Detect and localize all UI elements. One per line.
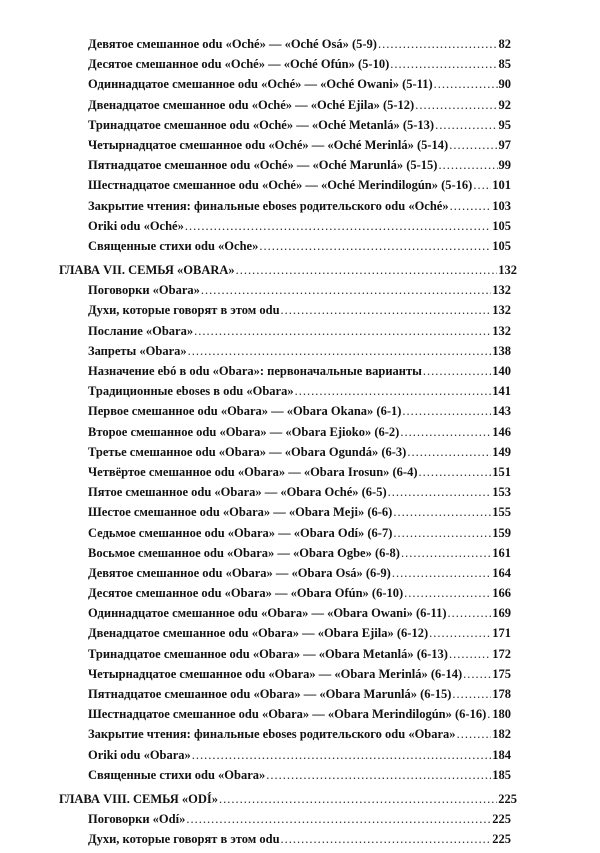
toc-entry-title: Oriki odu «Oché» bbox=[88, 218, 184, 233]
toc-entry-page-number: 159 bbox=[492, 525, 511, 540]
dot-leader bbox=[452, 687, 491, 702]
toc-entry-title: Традиционные eboses в odu «Obara» bbox=[88, 384, 294, 399]
dot-leader bbox=[449, 647, 491, 662]
toc-entry-title: Назначение ebó в odu «Obara»: первоначальные варианты bbox=[88, 364, 422, 378]
toc-entry-page-number: 90 bbox=[498, 77, 511, 92]
toc-entry bbox=[0, 586, 600, 606]
toc-entry-title: Одиннадцатое смешанное odu «Obara» — «Obara Owani» (6-11) bbox=[88, 606, 447, 621]
dot-leader bbox=[448, 606, 492, 621]
toc-entry-title: Закрытие чтения: финальные eboses родительского odu «Oché» bbox=[88, 198, 449, 213]
dot-leader bbox=[393, 526, 491, 541]
toc-entry-page-number: 161 bbox=[492, 545, 511, 560]
toc-entry-page-number: 169 bbox=[492, 606, 511, 621]
toc-entry-page-number: 101 bbox=[492, 178, 511, 193]
toc-entry-title: Девятое смешанное odu «Oché» — «Oché Osá» (5-9) bbox=[88, 37, 377, 51]
toc-entry-title: Четырнадцатое смешанное odu «Oché» — «Oché Merinlá» (5-14) bbox=[88, 137, 449, 152]
toc-entry-title: Шестое смешанное odu «Obara» — «Obara Meji» (6-6) bbox=[88, 505, 393, 520]
toc-entry bbox=[0, 505, 600, 525]
dot-leader bbox=[401, 546, 491, 561]
toc-entry-page-number: 132 bbox=[492, 323, 511, 338]
toc-entry-title: Поговорки «Odí» bbox=[88, 812, 186, 827]
toc-entry bbox=[0, 303, 600, 323]
toc-entry-title: Десятое смешанное odu «Oché» — «Oché Ofún» (5-10) bbox=[88, 57, 390, 72]
dot-leader bbox=[487, 707, 491, 722]
toc-entry-title: Восьмое смешанное odu «Obara» — «Obara Ogbe» (6-8) bbox=[88, 545, 400, 560]
toc-entry bbox=[0, 118, 600, 138]
toc-entry bbox=[0, 566, 600, 586]
toc-entry bbox=[0, 445, 600, 465]
toc-entry bbox=[0, 647, 600, 667]
toc-entry-page-number: 138 bbox=[492, 343, 511, 358]
toc-entry-page-number: 140 bbox=[492, 364, 511, 378]
toc-entry bbox=[0, 707, 600, 727]
dot-leader bbox=[435, 118, 497, 133]
toc-entry bbox=[0, 546, 600, 566]
dot-leader bbox=[186, 812, 491, 827]
toc-entry bbox=[0, 526, 600, 546]
toc-entry-title: Тринадцатое смешанное odu «Obara» — «Obara Metanlá» (6-13) bbox=[88, 646, 448, 661]
toc-entry-page-number: 171 bbox=[492, 626, 511, 641]
toc-entry-title: Третье смешанное odu «Obara» — «Obara Ogundá» (6-3) bbox=[88, 444, 407, 459]
toc-entry-title: Четвёртое смешанное odu «Obara» — «Obara Irosun» (6-4) bbox=[88, 464, 418, 479]
toc-entry-title: Одиннадцатое смешанное odu «Oché» — «Oché Owani» (5-11) bbox=[88, 77, 433, 92]
toc-chapter-entry bbox=[0, 263, 600, 283]
dot-leader bbox=[295, 384, 492, 399]
toc-entry-title: Oriki odu «Obara» bbox=[88, 747, 191, 762]
toc-entry-title: Двенадцатое смешанное odu «Obara» — «Obara Ejila» (6-12) bbox=[88, 626, 429, 641]
toc-entry-page-number: 143 bbox=[492, 404, 511, 419]
toc-entry bbox=[0, 239, 600, 259]
toc-entry bbox=[0, 667, 600, 687]
toc-entry bbox=[0, 832, 600, 852]
toc-entry-page-number: 97 bbox=[498, 137, 511, 152]
toc-entry-page-number: 185 bbox=[492, 767, 511, 782]
toc-entry-page-number: 85 bbox=[498, 57, 511, 72]
dot-leader bbox=[407, 445, 491, 460]
toc-entry-title: Десятое смешанное odu «Obara» — «Obara Ofún» (6-10) bbox=[88, 586, 404, 601]
dot-leader bbox=[429, 626, 491, 641]
toc-entry-title: Запреты «Obara» bbox=[88, 343, 187, 358]
dot-leader bbox=[281, 303, 492, 318]
toc-entry-page-number: 132 bbox=[492, 283, 511, 298]
table-of-contents bbox=[0, 37, 600, 853]
toc-entry-page-number: 175 bbox=[492, 666, 511, 681]
toc-entry-page-number: 141 bbox=[492, 384, 511, 399]
toc-entry-page-number: 105 bbox=[492, 218, 511, 233]
toc-chapter-entry bbox=[0, 792, 600, 812]
dot-leader bbox=[419, 465, 492, 480]
toc-entry-page-number: 153 bbox=[492, 485, 511, 500]
toc-entry-title: Четырнадцатое смешанное odu «Obara» — «Obara Merinlá» (6-14) bbox=[88, 666, 463, 681]
toc-entry-page-number: 166 bbox=[492, 586, 511, 601]
toc-entry-page-number: 172 bbox=[492, 646, 511, 661]
toc-entry-title: Пятое смешанное odu «Obara» — «Obara Oché» (6-5) bbox=[88, 485, 387, 500]
dot-leader bbox=[388, 485, 492, 500]
toc-entry bbox=[0, 727, 600, 747]
dot-leader bbox=[404, 586, 491, 601]
dot-leader bbox=[201, 283, 491, 298]
dot-leader bbox=[415, 98, 497, 113]
toc-entry bbox=[0, 77, 600, 97]
dot-leader bbox=[457, 727, 492, 742]
dot-leader bbox=[259, 239, 491, 254]
toc-entry-page-number: 149 bbox=[492, 444, 511, 459]
toc-entry bbox=[0, 606, 600, 626]
toc-entry-title: Духи, которые говорят в этом odu bbox=[88, 303, 280, 318]
toc-entry-title: Двенадцатое смешанное odu «Oché» — «Oché Ejila» (5-12) bbox=[88, 97, 415, 112]
toc-entry-page-number: 225 bbox=[492, 832, 511, 847]
toc-entry bbox=[0, 768, 600, 788]
toc-entry-page-number: 92 bbox=[498, 97, 511, 112]
toc-entry bbox=[0, 219, 600, 239]
toc-entry-title: Второе смешанное odu «Obara» — «Obara Ejioko» (6-2) bbox=[88, 424, 400, 439]
toc-entry-page-number: 103 bbox=[492, 198, 511, 213]
toc-entry bbox=[0, 626, 600, 646]
toc-entry-title: Священные стихи odu «Oche» bbox=[88, 238, 259, 253]
toc-entry-title: Шестнадцатое смешанное odu «Obara» — «Obara Merindilogún» (6-16) bbox=[88, 707, 487, 722]
toc-entry-title: Пятнадцатое смешанное odu «Oché» — «Oché Marunlá» (5-15) bbox=[88, 158, 438, 173]
toc-entry-page-number: 82 bbox=[498, 37, 511, 51]
dot-leader bbox=[185, 219, 491, 234]
toc-entry-title: Седьмое смешанное odu «Obara» — «Obara Odí» (6-7) bbox=[88, 525, 393, 540]
toc-entry-page-number: 180 bbox=[492, 707, 511, 722]
toc-entry-title: Тринадцатое смешанное odu «Oché» — «Oché Metanlá» (5-13) bbox=[88, 117, 435, 132]
toc-entry-title: Духи, которые говорят в этом odu bbox=[88, 832, 280, 847]
toc-entry bbox=[0, 425, 600, 445]
dot-leader bbox=[402, 404, 491, 419]
dot-leader bbox=[463, 667, 491, 682]
toc-entry-page-number: 164 bbox=[492, 565, 511, 580]
dot-leader bbox=[390, 57, 497, 72]
toc-entry-page-number: 105 bbox=[492, 238, 511, 253]
toc-entry bbox=[0, 178, 600, 198]
dot-leader bbox=[378, 37, 498, 52]
dot-leader bbox=[392, 566, 491, 581]
dot-leader bbox=[449, 138, 497, 153]
toc-entry-title: Поговорки «Obara» bbox=[88, 283, 200, 298]
dot-leader bbox=[188, 344, 492, 359]
dot-leader bbox=[473, 178, 491, 193]
toc-entry bbox=[0, 485, 600, 505]
toc-entry bbox=[0, 98, 600, 118]
toc-entry-title: Первое смешанное odu «Obara» — «Obara Okana» (6-1) bbox=[88, 404, 402, 419]
toc-entry-page-number: 225 bbox=[492, 812, 511, 827]
toc-entry-title: Священные стихи odu «Obara» bbox=[88, 767, 266, 782]
toc-entry bbox=[0, 57, 600, 77]
dot-leader bbox=[438, 158, 497, 173]
toc-entry bbox=[0, 138, 600, 158]
toc-entry-page-number: 95 bbox=[498, 117, 511, 132]
toc-entry-page-number: 225 bbox=[498, 791, 517, 806]
toc-entry-page-number: 132 bbox=[498, 263, 517, 278]
toc-entry bbox=[0, 364, 600, 384]
toc-entry bbox=[0, 404, 600, 424]
dot-leader bbox=[266, 768, 491, 783]
dot-leader bbox=[236, 263, 498, 278]
toc-entry-page-number: 155 bbox=[492, 505, 511, 520]
toc-entry bbox=[0, 37, 600, 57]
dot-leader bbox=[393, 505, 491, 520]
dot-leader bbox=[400, 425, 491, 440]
dot-leader bbox=[281, 832, 492, 847]
toc-entry-title: Послание «Obara» bbox=[88, 323, 194, 338]
toc-entry bbox=[0, 465, 600, 485]
toc-entry-title: ГЛАВА VIII. СЕМЬЯ «ODÍ» bbox=[59, 791, 219, 806]
toc-entry bbox=[0, 687, 600, 707]
toc-entry-title: Девятое смешанное odu «Obara» — «Obara Osá» (6-9) bbox=[88, 565, 391, 580]
toc-entry bbox=[0, 748, 600, 768]
toc-entry bbox=[0, 812, 600, 832]
toc-entry bbox=[0, 283, 600, 303]
dot-leader bbox=[434, 77, 498, 92]
toc-entry-title: Закрытие чтения: финальные eboses родительского odu «Obara» bbox=[88, 727, 456, 742]
toc-entry-title: ГЛАВА VII. СЕМЬЯ «OBARA» bbox=[59, 263, 235, 278]
toc-entry bbox=[0, 384, 600, 404]
toc-entry-page-number: 99 bbox=[498, 158, 511, 173]
toc-entry bbox=[0, 324, 600, 344]
toc-entry-page-number: 132 bbox=[492, 303, 511, 318]
toc-entry bbox=[0, 344, 600, 364]
toc-entry bbox=[0, 199, 600, 219]
toc-entry-title: Шестнадцатое смешанное odu «Oché» — «Oché Merindilogún» (5-16) bbox=[88, 178, 473, 193]
dot-leader bbox=[194, 324, 491, 339]
dot-leader bbox=[423, 364, 491, 379]
toc-entry-title: Пятнадцатое смешанное odu «Obara» — «Obara Marunlá» (6-15) bbox=[88, 687, 452, 701]
toc-entry-page-number: 178 bbox=[492, 687, 511, 701]
toc-entry-page-number: 182 bbox=[492, 727, 511, 742]
dot-leader bbox=[219, 792, 497, 807]
toc-entry-page-number: 184 bbox=[492, 747, 511, 762]
dot-leader bbox=[450, 199, 492, 214]
toc-entry bbox=[0, 158, 600, 178]
toc-entry-page-number: 151 bbox=[492, 464, 511, 479]
toc-entry-page-number: 146 bbox=[492, 424, 511, 439]
